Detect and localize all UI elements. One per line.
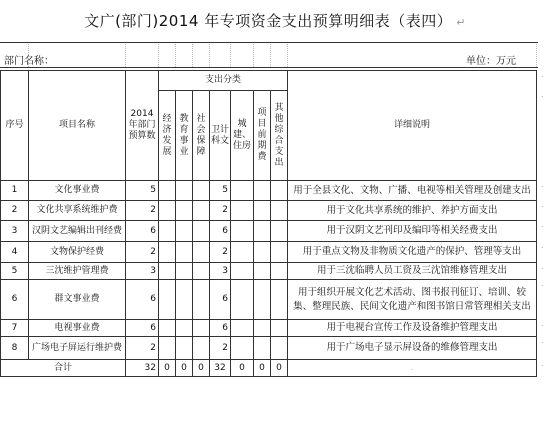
row-cat-construction — [231, 263, 254, 280]
row-end-mark: . — [541, 262, 544, 271]
row-budget: 6 — [126, 221, 159, 242]
row-budget: 2 — [126, 201, 159, 221]
total-cat-value: 0 — [159, 360, 176, 377]
row-project-name: 群文事业费 — [29, 280, 126, 320]
row-cat-education — [176, 337, 193, 360]
row-description: 用于重点文物及非物质文化遗产的保护、管理等支出 — [288, 242, 537, 263]
cell-mark: . — [288, 360, 537, 377]
row-cat-education — [176, 181, 193, 201]
row-seq: 6 — [1, 280, 29, 320]
row-end-mark: . — [541, 336, 544, 345]
row-seq: 1 — [1, 181, 29, 201]
row-seq: 7 — [1, 320, 29, 337]
row-cat-construction — [231, 221, 254, 242]
header-category: 支出分类 — [159, 71, 288, 91]
table-row — [1, 221, 537, 242]
row-end-mark: . — [541, 180, 544, 189]
row-cat-preliminary — [254, 280, 271, 320]
row-seq: 2 — [1, 201, 29, 221]
row-cat-other — [271, 280, 288, 320]
row-cat-other — [271, 263, 288, 280]
budget-rows — [1, 181, 537, 360]
row-cat-economy — [159, 263, 176, 280]
row-cat-health-culture: 6 — [210, 320, 231, 337]
table-row — [1, 320, 537, 337]
row-seq: 3 — [1, 221, 29, 242]
row-cat-social-security — [193, 263, 210, 280]
total-cat-value: 0 — [231, 360, 254, 377]
row-budget: 3 — [126, 263, 159, 280]
row-cat-preliminary — [254, 221, 271, 242]
row-project-name: 文物保护经费 — [29, 242, 126, 263]
report-title — [0, 10, 550, 31]
row-cat-education — [176, 280, 193, 320]
budget-table — [0, 70, 537, 377]
total-budget: 32 — [126, 360, 159, 377]
row-budget: 2 — [126, 337, 159, 360]
row-cat-preliminary — [254, 201, 271, 221]
row-project-name: 汉阴文艺编辑出刊经费 — [29, 221, 126, 242]
row-cat-health-culture: 2 — [210, 242, 231, 263]
row-budget: 6 — [126, 320, 159, 337]
row-project-name: 三沈维护管理费 — [29, 263, 126, 280]
row-cat-other — [271, 221, 288, 242]
row-cat-preliminary — [254, 181, 271, 201]
total-cat-value: 32 — [210, 360, 231, 377]
row-description: 用于三沈临聘人员工资及三沈馆维修管理支出 — [288, 263, 537, 280]
report-title-text: 文广(部门)2014 年专项资金支出预算明细表（表四） — [84, 12, 453, 30]
row-cat-construction — [231, 320, 254, 337]
row-description: 用于广场电子显示屏设备的维修管理支出 — [288, 337, 537, 360]
header-seq: 序号 — [1, 71, 29, 181]
row-cat-economy — [159, 337, 176, 360]
header-cat-health-culture: 卫计科文 — [210, 91, 231, 181]
header-description: 详细说明 — [288, 71, 537, 181]
row-cat-education — [176, 242, 193, 263]
unit-label: 单位：万元 — [466, 56, 516, 67]
row-description: 用于全县文化、文物、广播、电视等相关管理及创建支出 — [288, 181, 537, 201]
row-cat-economy — [159, 201, 176, 221]
row-cat-social-security — [193, 181, 210, 201]
header-project-name: 项目名称 — [29, 71, 126, 181]
header-cat-economy: 经济发展 — [159, 91, 176, 181]
row-project-name: 文化事业费 — [29, 181, 126, 201]
row-cat-preliminary — [254, 242, 271, 263]
row-cat-education — [176, 201, 193, 221]
row-cat-education — [176, 263, 193, 280]
row-cat-other — [271, 320, 288, 337]
total-cat-value: 0 — [193, 360, 210, 377]
row-cat-health-culture: 6 — [210, 280, 231, 320]
table-row — [1, 242, 537, 263]
header-cat-social-security: 社会保障 — [193, 91, 210, 181]
row-cat-health-culture: 6 — [210, 221, 231, 242]
row-project-name: 文化共享系统维护费 — [29, 201, 126, 221]
row-end-mark: . — [541, 200, 544, 209]
row-description: 用于电视台宣传工作及设备维护管理支出 — [288, 320, 537, 337]
row-cat-other — [271, 181, 288, 201]
total-cat-value: 0 — [271, 360, 288, 377]
row-budget: 2 — [126, 242, 159, 263]
header-budget: 2014年部门预算数 — [126, 71, 159, 181]
row-seq: 5 — [1, 263, 29, 280]
row-cat-construction — [231, 181, 254, 201]
row-cat-social-security — [193, 221, 210, 242]
row-end-mark: . — [541, 359, 544, 368]
total-cat-value: 0 — [176, 360, 193, 377]
row-end-mark: . — [541, 241, 544, 250]
row-end-mark: . — [541, 70, 544, 79]
row-cat-preliminary — [254, 263, 271, 280]
row-cat-health-culture: 5 — [210, 181, 231, 201]
row-seq: 8 — [1, 337, 29, 360]
row-end-mark: . — [541, 279, 544, 288]
row-cat-construction — [231, 242, 254, 263]
row-cat-construction — [231, 280, 254, 320]
row-cat-health-culture: 2 — [210, 201, 231, 221]
row-cat-social-security — [193, 280, 210, 320]
row-description: 用于汉阴文艺刊印及编印等相关经费支出 — [288, 221, 537, 242]
header-cat-construction: 城建、住房 — [231, 91, 254, 181]
row-cat-education — [176, 320, 193, 337]
row-budget: 6 — [126, 280, 159, 320]
header-cat-preliminary: 项目前期费 — [254, 91, 271, 181]
row-cat-other — [271, 242, 288, 263]
row-cat-construction — [231, 337, 254, 360]
row-end-mark: . — [541, 220, 544, 229]
total-label: 合计 — [1, 360, 126, 377]
row-cat-health-culture: 3 — [210, 263, 231, 280]
row-cat-economy — [159, 280, 176, 320]
row-description: 用于组织开展文化艺术活动、图书报刊征订、培训、较集、整理民族、民间文化遗产和图书馆日常管理相关支出 — [288, 280, 537, 320]
row-cat-economy — [159, 221, 176, 242]
paragraph-mark-icon: ↵ — [456, 16, 466, 29]
table-row — [1, 337, 537, 360]
row-cat-social-security — [193, 201, 210, 221]
total-row — [1, 360, 537, 377]
row-cat-preliminary — [254, 320, 271, 337]
table-row — [1, 263, 537, 280]
row-cat-education — [176, 221, 193, 242]
row-cat-other — [271, 201, 288, 221]
table-row — [1, 201, 537, 221]
row-budget: 5 — [126, 181, 159, 201]
row-cat-social-security — [193, 337, 210, 360]
row-cat-health-culture: 2 — [210, 337, 231, 360]
row-project-name: 电视事业费 — [29, 320, 126, 337]
row-cat-social-security — [193, 242, 210, 263]
row-cat-economy — [159, 320, 176, 337]
row-project-name: 广场电子屏运行维护费 — [29, 337, 126, 360]
row-end-mark: . — [541, 90, 544, 99]
subheader-rule — [0, 67, 538, 68]
table-row — [1, 280, 537, 320]
row-cat-social-security — [193, 320, 210, 337]
row-description: 用于文化共享系统的维护、养护方面支出 — [288, 201, 537, 221]
row-cat-economy — [159, 181, 176, 201]
header-cat-other: 其他综合支出 — [271, 91, 288, 181]
row-cat-economy — [159, 242, 176, 263]
row-end-mark: . — [541, 319, 544, 328]
table-row — [1, 181, 537, 201]
header-cat-education: 教育事业 — [176, 91, 193, 181]
dept-name-label: 部门名称： — [4, 56, 54, 67]
row-cat-construction — [231, 201, 254, 221]
total-cat-value: 0 — [254, 360, 271, 377]
row-cat-preliminary — [254, 337, 271, 360]
row-cat-other — [271, 337, 288, 360]
row-seq: 4 — [1, 242, 29, 263]
title-rule — [0, 42, 538, 43]
